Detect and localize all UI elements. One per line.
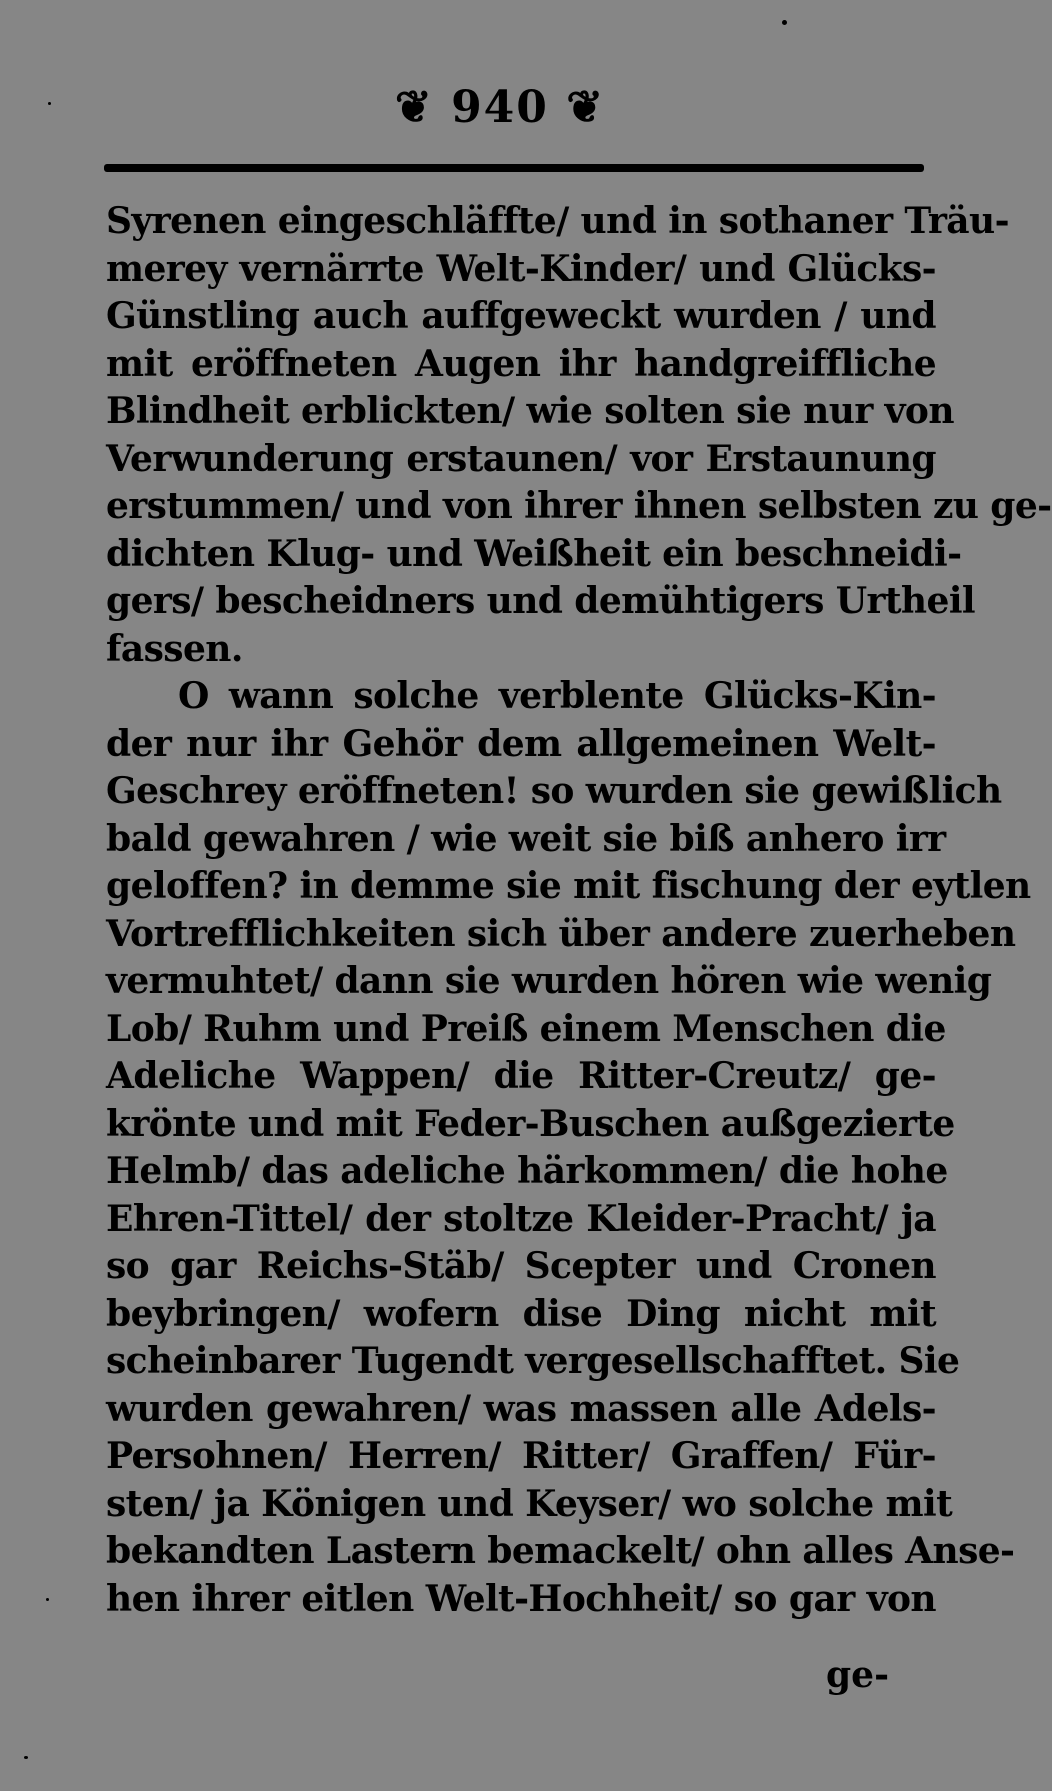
page-number: 940: [451, 82, 549, 133]
text-line: hen ihrer eitlen Welt-Hochheit/ so gar von: [106, 1577, 936, 1620]
scan-speck: [24, 1756, 28, 1759]
text-line: scheinbarer Tugendt vergesellschafftet. Sie: [106, 1340, 960, 1382]
text-line: Adeliche Wappen/ die Ritter-Creutz/ ge-: [106, 1055, 936, 1097]
text-line: der nur ihr Gehör dem allgemeinen Welt-: [106, 722, 936, 765]
text-line: sten/ ja Königen und Keyser/ wo solche mit: [106, 1482, 953, 1525]
text-line: dichten Klug- und Weißheit ein beschneidi-: [106, 532, 962, 575]
text-line: Blindheit erblickten/ wie solten sie nur von: [106, 390, 954, 432]
text-line: wurden gewahren/ was massen alle Adels-: [106, 1387, 936, 1430]
text-line: fassen.: [106, 627, 243, 670]
text-line: beybringen/ wofern dise Ding nicht mit: [106, 1292, 936, 1335]
header-ornament-right: ❦: [566, 82, 606, 133]
catchword: ge-: [826, 1654, 890, 1696]
text-line: Ehren-Tittel/ der stoltze Kleider-Pracht/ ja: [106, 1197, 936, 1240]
body-text: [106, 198, 1052, 1623]
scan-speck: [46, 1598, 49, 1601]
text-line: Helmb/ das adeliche härkommen/ die hohe: [106, 1150, 948, 1192]
header-rule: [104, 164, 924, 172]
text-line: O wann solche verblente Glücks-Kin-: [178, 675, 936, 717]
header-ornament-left: ❦: [394, 82, 434, 133]
text-line: Günstling auch auffgeweckt wurden / und: [106, 295, 936, 337]
text-line: Syrenen eingeschläffte/ und in sothaner Träu-: [106, 200, 1009, 242]
text-line: Vortrefflichkeiten sich über andere zuerheben: [106, 912, 1016, 955]
scan-speck: [48, 102, 51, 105]
text-line: krönte und mit Feder-Buschen außgezierte: [106, 1102, 955, 1145]
text-line: bald gewahren / wie weit sie biß anhero irr: [106, 817, 946, 860]
text-line: Geschrey eröffneten! so wurden sie gewißlich: [106, 770, 1002, 812]
text-line: so gar Reichs-Stäb/ Scepter und Cronen: [106, 1245, 936, 1287]
text-line: Persohnen/ Herren/ Ritter/ Graffen/ Für-: [106, 1435, 936, 1477]
text-line: Verwunderung erstaunen/ vor Erstaunung: [106, 437, 936, 480]
page-header: [0, 78, 1000, 138]
text-line: bekandten Lastern bemackelt/ ohn alles Anse-: [106, 1530, 1015, 1572]
text-line: geloffen? in demme sie mit fischung der eytlen: [106, 865, 1031, 907]
text-line: erstummen/ und von ihrer ihnen selbsten zu ge-: [106, 485, 1052, 527]
text-line: merey vernärrte Welt-Kinder/ und Glücks-: [106, 247, 936, 290]
text-line: vermuhtet/ dann sie wurden hören wie wenig: [106, 960, 992, 1002]
scan-speck: [782, 20, 787, 25]
text-line: gers/ bescheidners und demühtigers Urtheil: [106, 580, 975, 622]
text-line: mit eröffneten Augen ihr handgreiffliche: [106, 342, 936, 385]
text-line: Lob/ Ruhm und Preiß einem Menschen die: [106, 1007, 946, 1050]
